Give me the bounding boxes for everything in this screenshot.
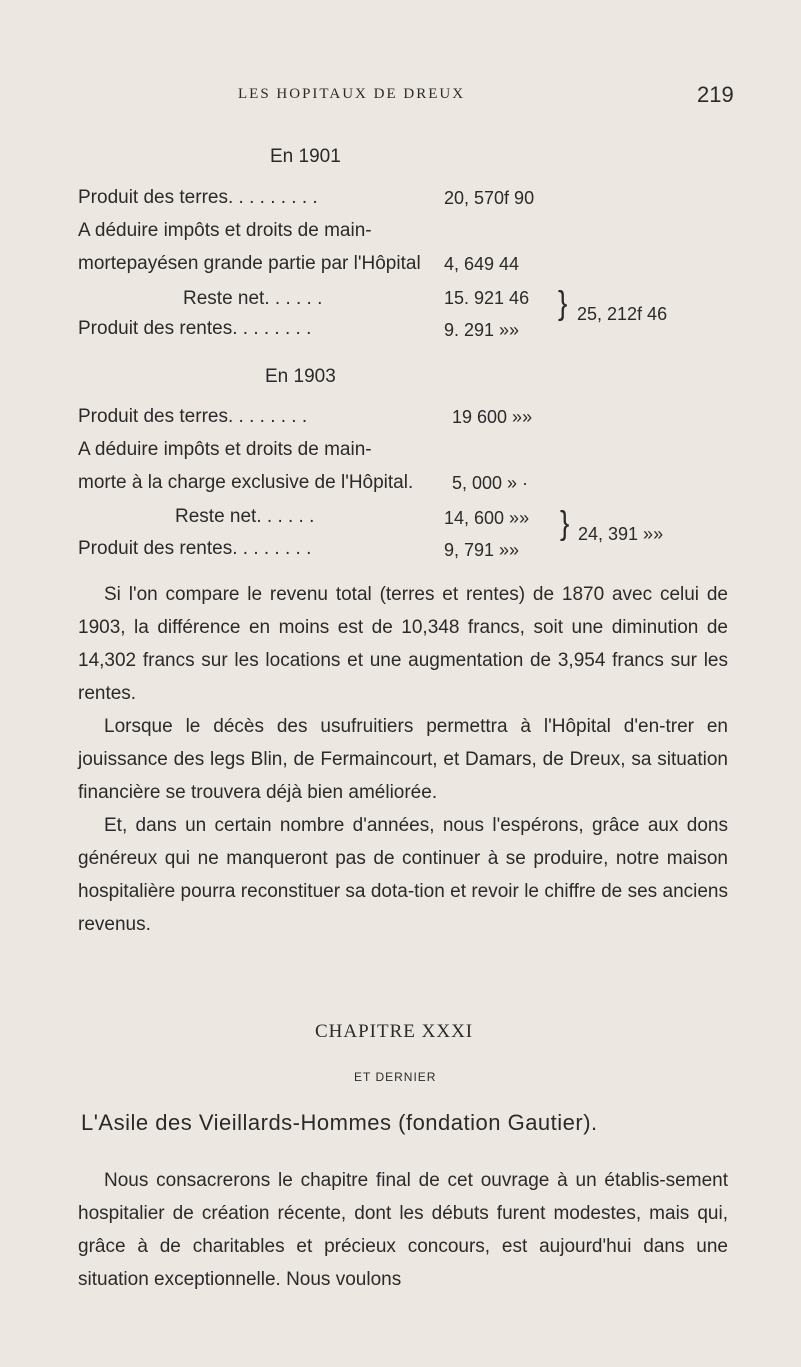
label-deduire-1903-line1: A déduire impôts et droits de main- — [78, 439, 372, 460]
paragraph-usufruitiers: Lorsque le décès des usufruitiers permettra à l'Hôpital d'en-trer en jouissance des legs Blin, de Fermaincourt, et Damars, de Dreux, sa situation financière se trouvera déjà bien améliorée. — [78, 716, 728, 803]
total-1901: 25, 212f 46 — [577, 304, 668, 324]
paragraph-comparison: Si l'on compare le revenu total (terres et rentes) de 1870 avec celui de 1903, la différence en moins est de 10,348 francs, soit une diminution de 14,302 francs sur les locations et une augmentation de 3,954 francs sur les rentes. — [78, 584, 728, 704]
value-reste-net-1903: 14, 600 »» — [444, 508, 530, 528]
chapter-subtitle: ET DERNIER — [354, 1070, 437, 1084]
value-rentes-1903: 9, 791 »» — [444, 540, 520, 560]
paragraph-dons: Et, dans un certain nombre d'années, nous l'espérons, grâce aux dons généreux qui ne manqueront pas de continuer à se produire, notre maison hospitalière pourra reconstituer sa dota-tion et revoir le chiffre de ses anciens revenus. — [78, 815, 728, 935]
value-produit-terres-1901: 20, 570f 90 — [444, 188, 535, 208]
brace-1903: } — [560, 503, 570, 541]
label-deduire-1901-line2: mortepayésen grande partie par l'Hôpital — [78, 253, 421, 274]
paragraph-asile: Nous consacrerons le chapitre final de cet ouvrage à un établis-sement hospitalier de création récente, dont les débuts furent modestes, mais qui, grâce à de charitables et précieux concours, est aujourd'hui dans une situation exceptionnelle. Nous voulons — [78, 1170, 728, 1290]
label-deduire-1903-line2: morte à la charge exclusive de l'Hôpital. — [78, 472, 414, 493]
page-number: 219 — [697, 82, 734, 107]
label-produit-terres-1903: Produit des terres. . . . . . . . — [78, 406, 308, 427]
body-text — [78, 578, 728, 941]
heading-1901: En 1901 — [270, 146, 341, 167]
label-rentes-1903: Produit des rentes. . . . . . . . — [78, 538, 312, 559]
value-produit-terres-1903: 19 600 »» — [452, 407, 533, 427]
value-deduire-1903: 5, 000 » · — [452, 473, 529, 493]
value-reste-net-1901: 15. 921 46 — [444, 288, 530, 308]
chapter-body — [78, 1164, 728, 1296]
label-reste-net-1901: Reste net. . . . . . — [183, 288, 323, 309]
brace-1901: } — [558, 283, 568, 321]
label-produit-terres-1901: Produit des terres. . . . . . . . . — [78, 187, 318, 208]
label-rentes-1901: Produit des rentes. . . . . . . . — [78, 318, 312, 339]
chapter-title: CHAPITRE XXXI — [315, 1021, 474, 1042]
value-rentes-1901: 9. 291 »» — [444, 320, 520, 340]
total-1903: 24, 391 »» — [578, 524, 664, 544]
value-deduire-1901: 4, 649 44 — [444, 254, 520, 274]
label-deduire-1901-line1: A déduire impôts et droits de main- — [78, 220, 372, 241]
heading-1903: En 1903 — [265, 366, 336, 387]
label-reste-net-1903: Reste net. . . . . . — [175, 506, 315, 527]
running-title: LES HOPITAUX DE DREUX — [238, 86, 466, 102]
section-title: L'Asile des Vieillards-Hommes (fondation Gautier). — [81, 1110, 598, 1135]
